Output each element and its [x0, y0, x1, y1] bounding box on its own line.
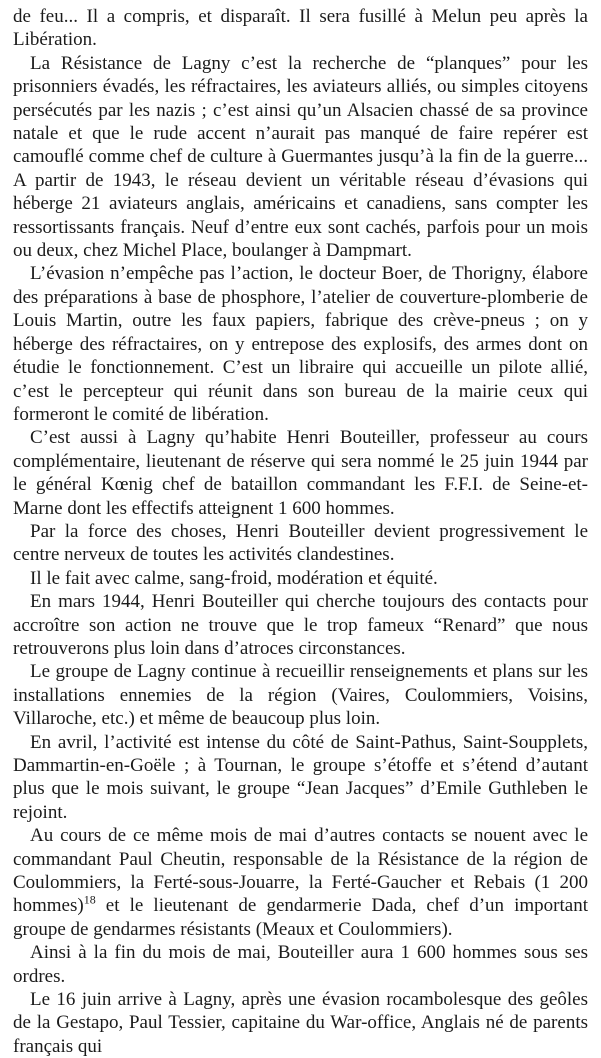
paragraph: L’évasion n’empêche pas l’action, le docteur Boer, de Thorigny, élabore des préparations à base de phosphore, l’atelier de couverture-plomberie de Louis Martin, outre les faux papiers, fabrique des crève-pneus ; on y héberge des réfractaires, on y entrepose des explosifs, des armes dont on étudie le fonctionnement. C’est un libraire qui accueille un pilote allié, c’est le percepteur qui réunit dans son bureau de la mairie ceux qui formeront le comité de libération.	[13, 263, 588, 425]
paragraph: Par la force des choses, Henri Bouteiller devient progressivement le centre nerveux de toutes les activités clandestines.	[13, 520, 588, 566]
paragraph: Le 16 juin arrive à Lagny, après une évasion rocambolesque des geôles de la Gestapo, Paul Tessier, capitaine du War-office, Anglais né de parents français qui	[13, 989, 588, 1057]
footnote-reference[interactable]: 18	[83, 893, 96, 908]
paragraph-text: et le lieutenant de gendarmerie Dada, chef d’un important groupe de gendarmes résistants (Meaux et Coulommiers).	[13, 895, 588, 940]
paragraph: Il le fait avec calme, sang-froid, modération et équité.	[30, 567, 438, 589]
paragraph: Ainsi à la fin du mois de mai, Bouteiller aura 1 600 hommes sous ses ordres.	[13, 942, 588, 987]
paragraph: de feu... Il a compris, et disparaît. Il sera fusillé à Melun peu après la Libération.	[13, 6, 588, 51]
paragraph: En mars 1944, Henri Bouteiller qui cherche toujours des contacts pour accroître son action ne trouve que le trop fameux “Renard” que nous retrouverons plus loin dans d’atroces circonstances.	[13, 591, 588, 659]
paragraph: Le groupe de Lagny continue à recueillir renseignements et plans sur les installations ennemies de la région (Vaires, Coulommiers, Voisins, Villaroche, etc.) et même de beaucoup plus loin.	[13, 661, 588, 730]
paragraph	[13, 824, 588, 941]
paragraph: La Résistance de Lagny c’est la recherche de “planques” pour les prisonniers évadés, les réfractaires, les aviateurs alliés, ou simples citoyens persécutés par les nazis ; c’est ainsi qu’un Alsacien chassé de sa province natale et que le rude accent n’aurait pas manqué de faire repérer est camouflé comme chef de culture à Guermantes jusqu’à la fin de la guerre... A partir de 1943, le réseau devient un véritable réseau d’évasions qui héberge 21 aviateurs anglais, américains et canadiens, sans compter les ressortissants français. Neuf d’entre eux sont cachés, parfois pour un mois ou deux, chez Michel Place, boulanger à Dampmart.	[13, 52, 588, 262]
paragraph-text: Au cours de ce même mois de mai d’autres contacts se nouent avec le commandant Paul Cheutin, responsable de la Résistance de la région de Coulommiers, la Ferté-sous-Jouarre, la Ferté-Gaucher et Rebais (1 200 hommes)	[13, 825, 588, 917]
paragraph: En avril, l’activité est intense du côté de Saint-Pathus, Saint-Soupplets, Dammartin-en-Goële ; à Tournan, le groupe s’étoffe et s’étend d’autant plus que le mois suivant, le groupe “Jean Jacques” d’Emile Guthleben le rejoint.	[13, 731, 588, 823]
paragraph: C’est aussi à Lagny qu’habite Henri Bouteiller, professeur au cours complémentaire, lieutenant de réserve qui sera nommé le 25 juin 1944 par le général Kœnig chef de bataillon commandant les F.F.I. de Seine-et-Marne dont les effectifs atteignent 1 600 hommes.	[13, 427, 588, 519]
